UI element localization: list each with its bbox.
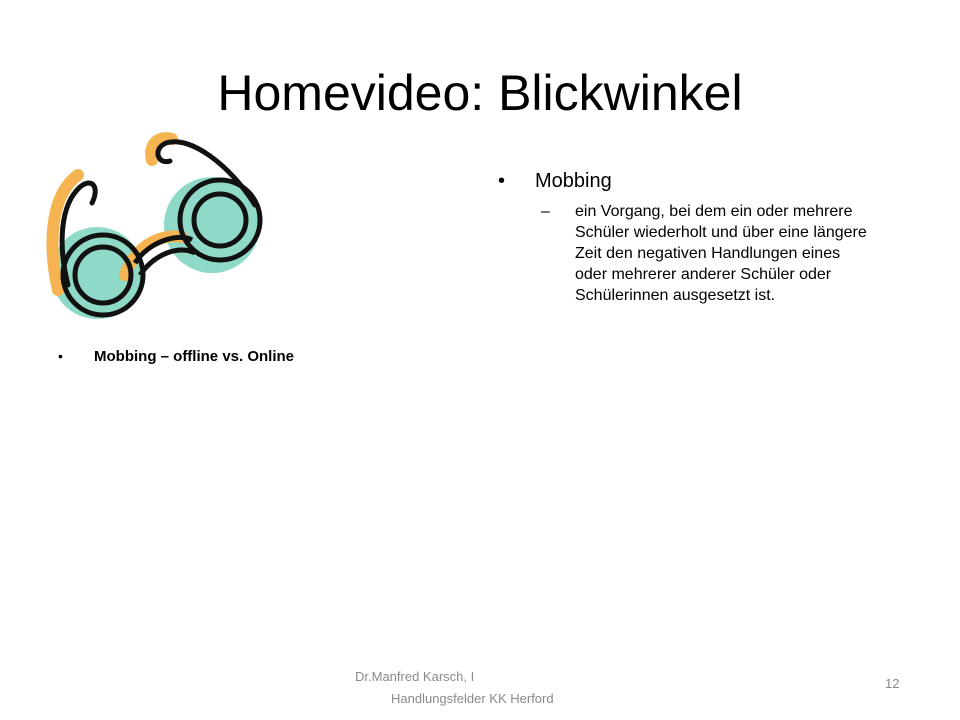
slide-title: Homevideo: Blickwinkel <box>217 65 743 121</box>
right-content <box>498 170 898 306</box>
sub-bullet-item <box>498 201 898 306</box>
right-bullet-item <box>498 170 898 193</box>
footer-line-2: Handlungsfelder KK Herford <box>391 691 554 706</box>
footer <box>355 666 595 710</box>
sub-bullet-text: ein Vorgang, bei dem ein oder mehrere Schüler wiederholt und über eine längere Zeit den negativen Handlungen eines oder mehrerer anderer Schüler oder Schülerinnen ausgesetzt ist. <box>575 203 867 304</box>
left-bullet-list <box>58 348 418 365</box>
glasses-icon <box>40 125 270 335</box>
right-bullet-text: Mobbing <box>535 170 612 192</box>
page-number: 12 <box>885 676 900 691</box>
footer-line-1: Dr.Manfred Karsch, I <box>355 669 475 684</box>
left-bullet-text: Mobbing – offline vs. Online <box>94 348 295 365</box>
bullet-dot: • <box>498 170 506 192</box>
en-dash: – <box>541 203 550 220</box>
left-bullet-item <box>58 348 418 365</box>
bullet-dot: • <box>58 348 63 364</box>
